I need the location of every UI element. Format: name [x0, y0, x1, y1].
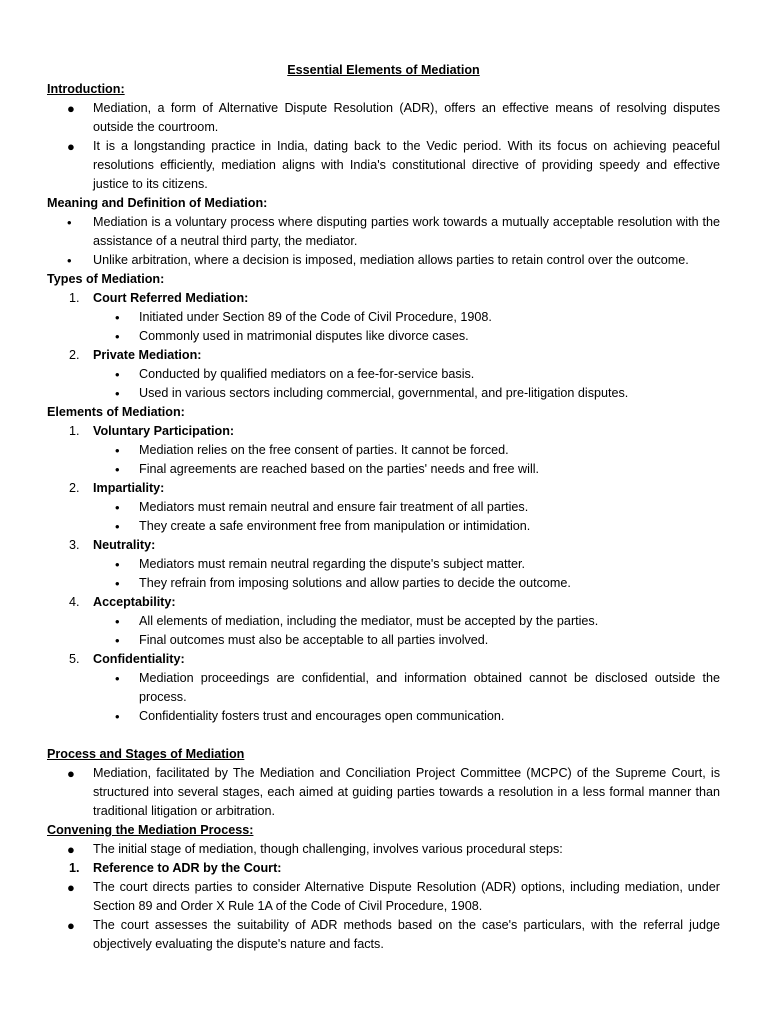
list-number: 1.	[69, 861, 80, 875]
bullet-icon: ●	[67, 918, 75, 933]
elements-item-3-bullet-1: • Mediators must remain neutral regarding the dispute's subject matter.	[115, 557, 526, 572]
intro-bullet-1: ● Mediation, a form of Alternative Dispute Resolution (ADR), offers an effective means of resolving disputes outside the courtroom.	[67, 101, 720, 134]
convening-heading: Convening the Mediation Process:	[47, 823, 254, 837]
bullet-icon: •	[115, 500, 120, 515]
bullet-icon: •	[115, 386, 120, 401]
bullet-icon: •	[115, 329, 120, 344]
types-item-2-bullet-2: • Used in various sectors including commercial, governmental, and pre-litigation disputes.	[115, 386, 629, 401]
elements-item-5: 5. Confidentiality:	[47, 650, 720, 669]
intro-bullet-2: ● It is a longstanding practice in India, dating back to the Vedic period. With its focus on achieving peaceful resolutions efficiently, mediation aligns with India's constitutional directive of providing speedy and effective justice to its citizens.	[67, 139, 720, 191]
types-item-1-bullet-1: • Initiated under Section 89 of the Code of Civil Procedure, 1908.	[115, 310, 492, 325]
elements-item-1-bullet-2: • Final agreements are reached based on the parties' needs and free will.	[115, 462, 540, 477]
list-number: 5.	[69, 652, 80, 666]
elements-item-1-bullet-1: • Mediation relies on the free consent of parties. It cannot be forced.	[115, 443, 509, 458]
bullet-icon: ●	[67, 766, 75, 781]
document-content	[47, 61, 720, 954]
intro-heading: Introduction:	[47, 82, 125, 96]
elements-item-2-bullet-1: • Mediators must remain neutral and ensure fair treatment of all parties.	[115, 500, 529, 515]
bullet-icon: ●	[67, 842, 75, 857]
bullet-icon: ●	[67, 101, 75, 116]
types-item-2-bullet-1: • Conducted by qualified mediators on a fee-for-service basis.	[115, 367, 475, 382]
elements-item-2: 2. Impartiality:	[47, 479, 720, 498]
elements-item-2-bullet-2: • They create a safe environment free from manipulation or intimidation.	[115, 519, 531, 534]
bullet-icon: •	[115, 367, 120, 382]
list-number: 2.	[69, 481, 80, 495]
document-title: Essential Elements of Mediation	[287, 63, 480, 77]
meaning-heading: Meaning and Definition of Mediation:	[47, 196, 268, 210]
elements-item-5-bullet-2: • Confidentiality fosters trust and encourages open communication.	[115, 709, 505, 724]
bullet-icon: •	[115, 576, 120, 591]
bullet-icon: •	[115, 614, 120, 629]
list-number: 2.	[69, 348, 80, 362]
elements-item-5-bullet-1: • Mediation proceedings are confidential, and information obtained cannot be disclosed outside the process.	[115, 671, 720, 704]
list-number: 1.	[69, 424, 80, 438]
bullet-icon: ●	[67, 880, 75, 895]
elements-item-4-bullet-2: • Final outcomes must also be acceptable to all parties involved.	[115, 633, 489, 648]
elements-item-1: 1. Voluntary Participation:	[47, 422, 720, 441]
list-number: 3.	[69, 538, 80, 552]
list-number: 4.	[69, 595, 80, 609]
types-item-1-bullet-2: • Commonly used in matrimonial disputes like divorce cases.	[115, 329, 469, 344]
types-item-1: 1. Court Referred Mediation:	[47, 289, 720, 308]
bullet-icon: •	[67, 253, 72, 268]
bullet-icon: •	[67, 215, 72, 230]
types-heading: Types of Mediation:	[47, 272, 165, 286]
elements-item-3-bullet-2: • They refrain from imposing solutions and allow parties to decide the outcome.	[115, 576, 571, 591]
elements-item-3: 3. Neutrality:	[47, 536, 720, 555]
bullet-icon: •	[115, 557, 120, 572]
convening-step-1: 1. Reference to ADR by the Court:	[47, 859, 720, 878]
convening-intro-bullet: ● The initial stage of mediation, though challenging, involves various procedural steps:	[67, 842, 563, 857]
process-heading: Process and Stages of Mediation	[47, 747, 245, 761]
bullet-icon: •	[115, 462, 120, 477]
meaning-bullet-1: • Mediation is a voluntary process where disputing parties work towards a mutually acceptable resolution with the assistance of a neutral third party, the mediator.	[67, 215, 720, 248]
bullet-icon: •	[115, 310, 120, 325]
meaning-bullet-2: • Unlike arbitration, where a decision is imposed, mediation allows parties to retain control over the outcome.	[67, 253, 689, 268]
bullet-icon: •	[115, 633, 120, 648]
bullet-icon: •	[115, 671, 120, 686]
bullet-icon: •	[115, 709, 120, 724]
bullet-icon: •	[115, 443, 120, 458]
types-item-2: 2. Private Mediation:	[47, 346, 720, 365]
list-number: 1.	[69, 291, 80, 305]
elements-heading: Elements of Mediation:	[47, 405, 185, 419]
elements-item-4: 4. Acceptability:	[47, 593, 720, 612]
elements-item-4-bullet-1: • All elements of mediation, including the mediator, must be accepted by the parties.	[115, 614, 599, 629]
convening-bullet-2: ● The court assesses the suitability of ADR methods based on the case's particulars, with the referral judge objectively evaluating the dispute's nature and facts.	[67, 918, 720, 951]
process-bullet-1: ● Mediation, facilitated by The Mediation and Conciliation Project Committee (MCPC) of the Supreme Court, is structured into several stages, each aimed at guiding parties towards a resolution in a less formal manner than traditional litigation or arbitration.	[67, 766, 720, 818]
bullet-icon: ●	[67, 139, 75, 154]
convening-bullet-1: ● The court directs parties to consider Alternative Dispute Resolution (ADR) options, including mediation, under Section 89 and Order X Rule 1A of the Code of Civil Procedure, 1908.	[67, 880, 720, 913]
blank-line	[47, 726, 720, 745]
bullet-icon: •	[115, 519, 120, 534]
